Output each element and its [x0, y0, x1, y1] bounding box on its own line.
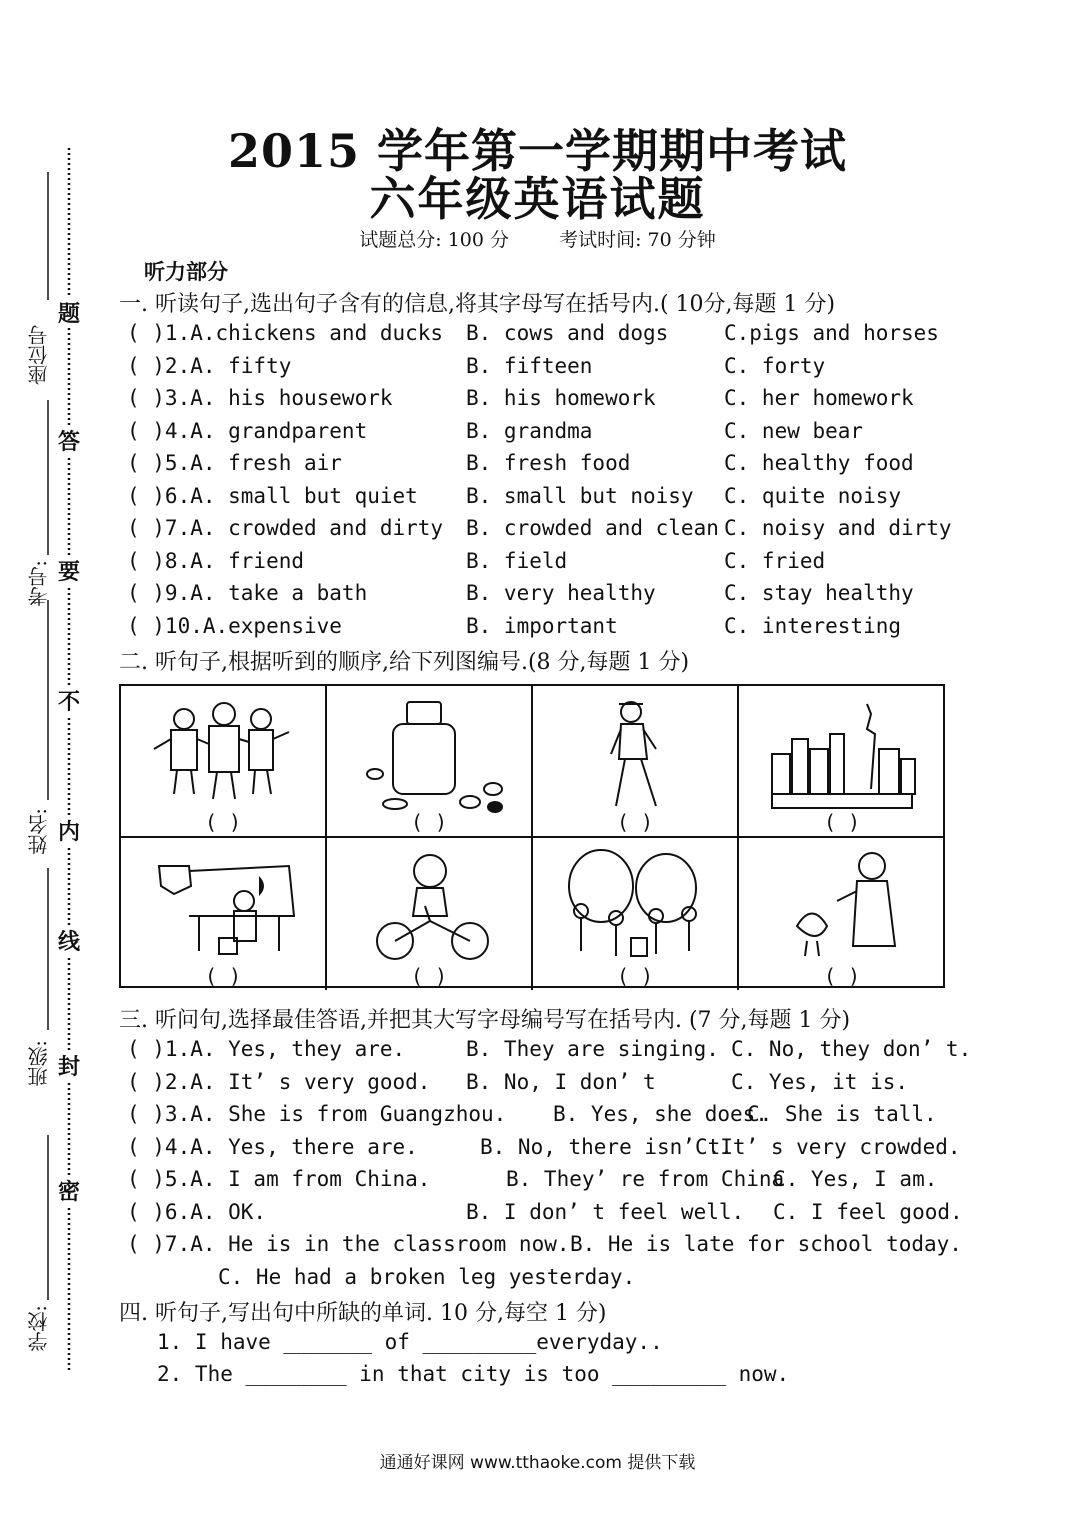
option-c: C. Yes, it is. [731, 1069, 909, 1094]
option-a[interactable]: ( )5.A. fresh air [127, 451, 342, 475]
option-b: B. crowded and clean [466, 516, 719, 540]
section3-heading: 三. 听问句,选择最佳答语,并把其大写字母编号写在括号内. (7 分,每题 1 分) [119, 1008, 851, 1033]
walking-man-picture [561, 694, 711, 814]
section3-item7-option-c: C. He had a broken leg yesterday. [218, 1265, 636, 1289]
answer-paren[interactable]: ( ) [204, 810, 242, 834]
option-c: C. quite noisy [724, 483, 902, 508]
picking-fruit-picture [561, 846, 711, 966]
picture-cell [533, 838, 739, 990]
name-label: 姓名: [27, 808, 51, 855]
option-c: C. new bear [724, 418, 864, 443]
option-b: B. his homework [466, 386, 656, 410]
option-a[interactable]: ( )2.A. It’ s very good. [127, 1069, 431, 1094]
option-b: B. fifteen [466, 353, 593, 378]
city-skyline-picture [767, 694, 917, 814]
option-b: B. They’ re from China [506, 1167, 785, 1191]
riding-bike-picture [355, 846, 505, 966]
exam-number-label: 考号: [27, 560, 51, 607]
seal-char: 不 [58, 685, 80, 716]
answer-paren[interactable]: ( ) [204, 964, 242, 988]
option-c: C. Yes, I am. [773, 1167, 938, 1191]
exam-subtitle: 六年级英语试题 [369, 172, 706, 226]
option-a[interactable]: ( )7.A. He is in the classroom now. [127, 1232, 570, 1256]
option-a[interactable]: ( )4.A. grandparent [127, 418, 368, 443]
answer-paren[interactable]: ( ) [410, 810, 448, 834]
option-a[interactable]: ( )1.A. Yes, they are. [127, 1037, 406, 1061]
option-c: C. stay healthy [724, 581, 914, 605]
seal-char: 封 [58, 1050, 80, 1081]
option-a[interactable]: ( )8.A. friend [127, 548, 305, 573]
picture-cell [533, 686, 739, 838]
seal-char: 线 [58, 925, 80, 956]
picture-grid [119, 684, 945, 988]
exam-title: 2015 学年第一学期期中考试 [227, 124, 848, 178]
option-b: B. They are singing. [466, 1037, 719, 1061]
section4-heading: 四. 听句子,写出句中所缺的单词. 10 分,每空 1 分) [119, 1301, 607, 1326]
option-b: B. I don’ t feel well. [466, 1199, 745, 1224]
option-a[interactable]: ( )3.A. his housework [127, 386, 393, 410]
feeding-chicken-picture [767, 846, 917, 966]
seat-number-label: 座位号 [27, 325, 51, 385]
answer-paren[interactable]: ( ) [823, 810, 861, 834]
dancing-people-picture [149, 694, 299, 814]
option-b: B. Yes, she does. [553, 1102, 768, 1126]
option-a[interactable]: ( )4.A. Yes, there are. [127, 1134, 418, 1159]
option-c: C. her homework [724, 386, 914, 410]
answer-paren[interactable]: ( ) [616, 810, 654, 834]
medicine-pills-picture [355, 694, 505, 814]
option-a[interactable]: ( )7.A. crowded and dirty [127, 516, 444, 540]
option-c: C.It’ s very crowded. [695, 1134, 961, 1159]
seal-char: 密 [58, 1175, 80, 1206]
option-b: B. very healthy [466, 581, 656, 605]
option-a[interactable]: ( )5.A. I am from China. [127, 1167, 431, 1191]
section1-heading: 一. 听读句子,选出句子含有的信息,将其字母写在括号内.( 10分,每题 1 分) [119, 292, 836, 317]
picture-cell [327, 838, 533, 990]
option-b: B. small but noisy [466, 483, 694, 508]
option-a[interactable]: ( )10.A.expensive [127, 613, 342, 638]
seal-char: 答 [58, 425, 80, 456]
option-b: B. He is late for school today. [570, 1232, 962, 1256]
option-c: C. forty [724, 353, 826, 378]
fill-blank-line-2[interactable]: 2. The ________ in that city is too _________ now. [157, 1362, 790, 1386]
picture-cell [739, 838, 945, 990]
total-score: 试题总分: 100 分 [359, 229, 510, 251]
picture-cell [327, 686, 533, 838]
seal-char: 要 [58, 555, 80, 586]
picture-cell [739, 686, 945, 838]
option-b: B. grandma [466, 418, 593, 443]
option-c: C. I feel good. [773, 1199, 963, 1224]
seal-char: 内 [58, 815, 80, 846]
option-b: B. field [466, 548, 568, 573]
option-c: C. interesting [724, 613, 902, 638]
option-a[interactable]: ( )6.A. small but quiet [127, 483, 418, 508]
option-b: B. fresh food [466, 451, 631, 475]
footer-credit: 通通好课网 www.tthaoke.com 提供下载 [379, 1453, 696, 1473]
seal-char: 题 [58, 297, 80, 328]
option-a[interactable]: ( )3.A. She is from Guangzhou. [127, 1102, 507, 1126]
option-a[interactable]: ( )9.A. take a bath [127, 581, 368, 605]
picture-cell [121, 686, 327, 838]
option-b: B. important [466, 613, 618, 638]
option-b: B. No, there isn’ t. [480, 1134, 733, 1159]
option-c: C. noisy and dirty [724, 516, 952, 540]
option-a[interactable]: ( )2.A. fifty [127, 353, 292, 378]
answer-paren[interactable]: ( ) [410, 964, 448, 988]
fill-blank-line-1[interactable]: 1. I have _______ of _________everyday.. [157, 1330, 663, 1354]
option-a[interactable]: ( )6.A. OK. [127, 1199, 267, 1224]
listening-label: 听力部分 [144, 259, 228, 284]
option-c: C. No, they don’ t. [731, 1037, 972, 1061]
answer-paren[interactable]: ( ) [616, 964, 654, 988]
option-c: C. fried [724, 548, 826, 573]
school-label: 学校: [27, 1305, 51, 1352]
class-label: 班级: [27, 1040, 51, 1087]
answer-paren[interactable]: ( ) [823, 964, 861, 988]
option-c: C. She is tall. [747, 1102, 937, 1126]
milking-cow-picture [149, 846, 299, 966]
section2-heading: 二. 听句子,根据听到的顺序,给下列图编号.(8 分,每题 1 分) [119, 650, 690, 675]
option-b: B. cows and dogs [466, 321, 669, 345]
option-c: C. healthy food [724, 451, 914, 475]
picture-cell [121, 838, 327, 990]
option-c: C.pigs and horses [724, 321, 939, 345]
exam-time: 考试时间: 70 分钟 [559, 229, 716, 251]
exam-meta [0, 225, 1075, 252]
option-a[interactable]: ( )1.A.chickens and ducks [127, 321, 444, 345]
option-b: B. No, I don’ t [466, 1069, 656, 1094]
